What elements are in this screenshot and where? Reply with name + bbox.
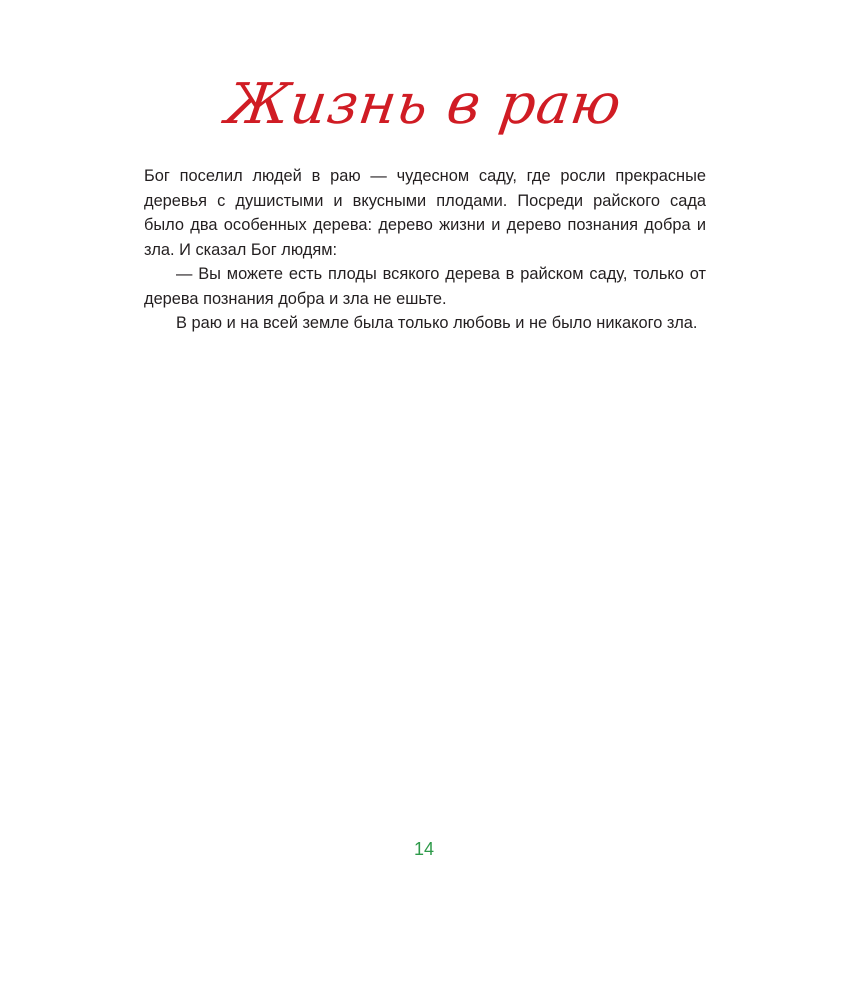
body-text [144, 164, 706, 336]
paragraph-1: Бог поселил людей в раю — чудесном саду, где росли прекрасные деревья с душистыми и вкусными плодами. Посреди райского сада было два особенных дерева: дерево жизни и дерево познания добра и зла. И сказал Бог людям: [144, 167, 706, 259]
paragraph-3: В раю и на всей земле была только любовь и не было никакого зла. [176, 314, 698, 332]
page-title: Жизнь в раю [222, 72, 626, 137]
page-number: 14 [413, 839, 435, 859]
paragraph-2: — Вы можете есть плоды всякого дерева в райском саду, только от дерева познания добра и зла не ешьте. [144, 265, 706, 308]
